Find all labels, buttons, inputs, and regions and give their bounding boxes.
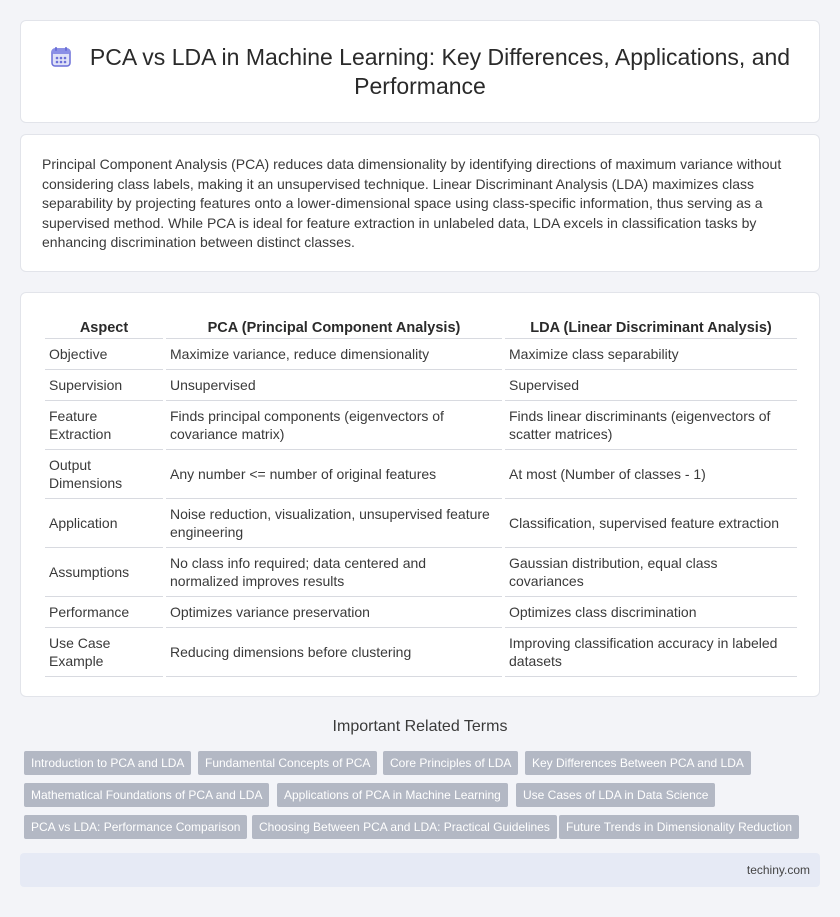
related-tag-choosing[interactable]: Choosing Between PCA and LDA: Practical Guidelines (252, 815, 557, 839)
calendar-grid-icon (50, 46, 72, 68)
related-tag-key-differences[interactable]: Key Differences Between PCA and LDA (525, 751, 751, 775)
table-cell: Maximize variance, reduce dimensionality (166, 339, 502, 370)
table-cell: Finds principal components (eigenvectors of covariance matrix) (166, 401, 502, 450)
table-cell: Supervised (505, 370, 797, 401)
related-tag-math-foundations[interactable]: Mathematical Foundations of PCA and LDA (24, 783, 269, 807)
table-cell: Output Dimensions (45, 450, 163, 499)
table-row (45, 597, 797, 628)
table-row (45, 450, 797, 499)
table-row (45, 401, 797, 450)
table-cell: Noise reduction, visualization, unsupervised feature engineering (166, 499, 502, 548)
table-header-row (45, 313, 797, 339)
related-tag-intro[interactable]: Introduction to PCA and LDA (24, 751, 191, 775)
footer-brand[interactable]: techiny.com (746, 863, 810, 877)
related-tag-core-lda[interactable]: Core Principles of LDA (383, 751, 518, 775)
intro-card (20, 134, 820, 272)
table-cell: Reducing dimensions before clustering (166, 628, 502, 677)
table-row (45, 370, 797, 401)
table-cell: Assumptions (45, 548, 163, 597)
related-tag-pca-applications[interactable]: Applications of PCA in Machine Learning (277, 783, 508, 807)
page-title-wrap (21, 43, 819, 101)
table-cell: Feature Extraction (45, 401, 163, 450)
table-cell: Any number <= number of original features (166, 450, 502, 499)
table-cell: Maximize class separability (505, 339, 797, 370)
table-cell: Application (45, 499, 163, 548)
header-lda: LDA (Linear Discriminant Analysis) (505, 313, 797, 339)
table-cell: No class info required; data centered and normalized improves results (166, 548, 502, 597)
table-cell: Objective (45, 339, 163, 370)
table-cell: Unsupervised (166, 370, 502, 401)
related-tag-performance[interactable]: PCA vs LDA: Performance Comparison (24, 815, 247, 839)
related-tag-lda-use-cases[interactable]: Use Cases of LDA in Data Science (516, 783, 715, 807)
related-terms-title: Important Related Terms (332, 718, 508, 735)
table-row (45, 339, 797, 370)
intro-paragraph: Principal Component Analysis (PCA) reduces data dimensionality by identifying directions of maximum variance without considering class labels, making it an unsupervised technique. Linear Discriminant Analysis (LDA) maximizes class separability by projecting features onto a lower-dimensional space using class-specific information, thus serving as a supervised method. While PCA is ideal for feature extraction in unlabeled data, LDA excels in classification tasks by enhancing discrimination between distinct classes. (42, 156, 782, 251)
comparison-table-card (20, 292, 820, 697)
table-cell: Classification, supervised feature extraction (505, 499, 797, 548)
table-cell: At most (Number of classes - 1) (505, 450, 797, 499)
table-row (45, 548, 797, 597)
title-card (20, 20, 820, 123)
related-tag-fundamentals-pca[interactable]: Fundamental Concepts of PCA (198, 751, 377, 775)
header-aspect: Aspect (45, 313, 163, 339)
table-cell: Optimizes class discrimination (505, 597, 797, 628)
table-cell: Performance (45, 597, 163, 628)
comparison-table (42, 313, 800, 677)
table-cell: Gaussian distribution, equal class covariances (505, 548, 797, 597)
footer-bar (20, 853, 820, 887)
table-row (45, 499, 797, 548)
table-cell: Optimizes variance preservation (166, 597, 502, 628)
table-row (45, 628, 797, 677)
page-title: PCA vs LDA in Machine Learning: Key Differences, Applications, and Performance (89, 44, 791, 99)
header-pca: PCA (Principal Component Analysis) (166, 313, 502, 339)
table-cell: Improving classification accuracy in labeled datasets (505, 628, 797, 677)
table-cell: Use Case Example (45, 628, 163, 677)
related-tag-future-trends[interactable]: Future Trends in Dimensionality Reduction (559, 815, 799, 839)
table-cell: Supervision (45, 370, 163, 401)
table-cell: Finds linear discriminants (eigenvectors of scatter matrices) (505, 401, 797, 450)
